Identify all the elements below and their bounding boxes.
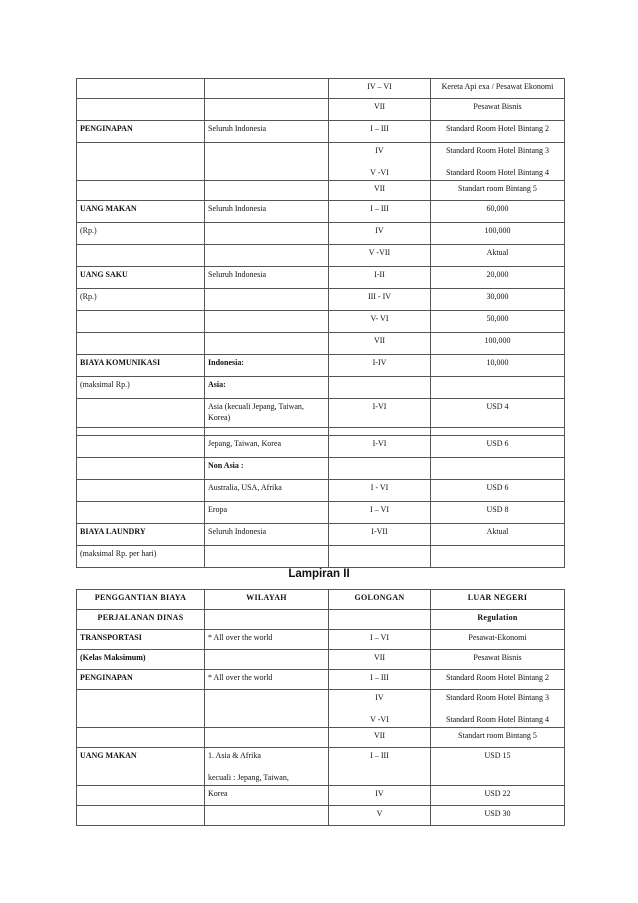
category-cell: UANG MAKAN <box>77 201 205 223</box>
table-row <box>77 143 565 181</box>
region-cell: 1. Asia & Afrika kecuali : Jepang, Taiwan, <box>205 748 329 786</box>
table-row <box>77 436 565 458</box>
value-cell: USD 30 <box>431 806 565 826</box>
header-penggantian-biaya: PENGGANTIAN BIAYA <box>77 590 205 610</box>
grade-cell: I – III <box>329 748 431 786</box>
region-cell <box>205 690 329 728</box>
table-row <box>77 728 565 748</box>
grade-cell <box>329 428 431 436</box>
header-empty <box>329 610 431 630</box>
region-cell: Seluruh Indonesia <box>205 524 329 546</box>
region-cell <box>205 728 329 748</box>
region-cell <box>205 650 329 670</box>
header-perjalanan-dinas: PERJALANAN DINAS <box>77 610 205 630</box>
region-cell <box>205 546 329 568</box>
category-cell <box>77 480 205 502</box>
table-row <box>77 79 565 99</box>
grade-cell: I – III <box>329 201 431 223</box>
table-row <box>77 480 565 502</box>
region-cell: Indonesia: <box>205 355 329 377</box>
grade-cell <box>329 377 431 399</box>
category-cell <box>77 143 205 181</box>
table-row <box>77 267 565 289</box>
grade-cell: I - VI <box>329 480 431 502</box>
category-cell <box>77 428 205 436</box>
category-cell: (Rp.) <box>77 223 205 245</box>
table-row <box>77 670 565 690</box>
grade-cell: VII <box>329 650 431 670</box>
table-row <box>77 289 565 311</box>
region-cell: Korea <box>205 786 329 806</box>
table-row <box>77 524 565 546</box>
value-cell <box>431 428 565 436</box>
table-row <box>77 786 565 806</box>
table-row <box>77 690 565 728</box>
table-row <box>77 377 565 399</box>
region-cell <box>205 806 329 826</box>
category-cell <box>77 786 205 806</box>
value-cell: USD 4 <box>431 399 565 428</box>
allowance-table-domestic <box>76 78 565 568</box>
header-wilayah: WILAYAH <box>205 590 329 610</box>
grade-cell: IV <box>329 223 431 245</box>
grade-cell: IV V -VI <box>329 143 431 181</box>
value-cell: Pesawat-Ekonomi <box>431 630 565 650</box>
value-cell: Standard Room Hotel Bintang 2 <box>431 121 565 143</box>
value-cell: Standard Room Hotel Bintang 3 Standard Room Hotel Bintang 4 <box>431 690 565 728</box>
region-cell: Eropa <box>205 502 329 524</box>
grade-cell: I-VI <box>329 436 431 458</box>
value-cell: Aktual <box>431 524 565 546</box>
grade-cell: VII <box>329 728 431 748</box>
table-row <box>77 630 565 650</box>
category-cell <box>77 79 205 99</box>
category-cell: BIAYA LAUNDRY <box>77 524 205 546</box>
region-cell <box>205 245 329 267</box>
value-cell: Standard Room Hotel Bintang 3 Standard Room Hotel Bintang 4 <box>431 143 565 181</box>
region-cell: Asia: <box>205 377 329 399</box>
region-cell: Australia, USA, Afrika <box>205 480 329 502</box>
value-cell <box>431 377 565 399</box>
grade-cell: VII <box>329 181 431 201</box>
category-cell: (maksimal Rp.) <box>77 377 205 399</box>
category-cell <box>77 502 205 524</box>
grade-cell: III - IV <box>329 289 431 311</box>
region-cell <box>205 79 329 99</box>
header-regulation: Regulation <box>431 610 565 630</box>
header-row-1 <box>77 590 565 610</box>
region-cell: * All over the world <box>205 670 329 690</box>
value-cell: Aktual <box>431 245 565 267</box>
category-cell <box>77 690 205 728</box>
value-cell: Kereta Api exa / Pesawat Ekonomi <box>431 79 565 99</box>
value-cell: USD 6 <box>431 436 565 458</box>
category-cell <box>77 181 205 201</box>
grade-cell: V -VII <box>329 245 431 267</box>
value-cell: USD 6 <box>431 480 565 502</box>
category-cell: (Rp.) <box>77 289 205 311</box>
region-cell: Seluruh Indonesia <box>205 201 329 223</box>
category-cell <box>77 99 205 121</box>
value-cell: 50,000 <box>431 311 565 333</box>
table-row <box>77 223 565 245</box>
region-cell <box>205 311 329 333</box>
region-cell <box>205 99 329 121</box>
value-cell: Pesawat Bisnis <box>431 650 565 670</box>
category-cell <box>77 458 205 480</box>
grade-cell: VII <box>329 333 431 355</box>
region-cell: Seluruh Indonesia <box>205 121 329 143</box>
value-cell <box>431 458 565 480</box>
grade-cell: I – III <box>329 670 431 690</box>
table-row <box>77 428 565 436</box>
grade-cell: IV V -VI <box>329 690 431 728</box>
table-row <box>77 181 565 201</box>
region-cell: Non Asia : <box>205 458 329 480</box>
table-row <box>77 502 565 524</box>
category-cell <box>77 333 205 355</box>
grade-cell: I – VI <box>329 502 431 524</box>
table-row <box>77 748 565 786</box>
category-cell <box>77 245 205 267</box>
grade-cell: I-IV <box>329 355 431 377</box>
value-cell: USD 8 <box>431 502 565 524</box>
table-row <box>77 546 565 568</box>
grade-cell: I-VII <box>329 524 431 546</box>
table-row <box>77 201 565 223</box>
value-cell: 30,000 <box>431 289 565 311</box>
value-cell <box>431 546 565 568</box>
region-cell: Jepang, Taiwan, Korea <box>205 436 329 458</box>
table-row <box>77 399 565 428</box>
region-cell <box>205 428 329 436</box>
table-row <box>77 121 565 143</box>
region-cell: Asia (kecuali Jepang, Taiwan, Korea) <box>205 399 329 428</box>
value-cell: Standard Room Hotel Bintang 2 <box>431 670 565 690</box>
table-row <box>77 311 565 333</box>
category-cell <box>77 728 205 748</box>
grade-cell: V- VI <box>329 311 431 333</box>
table-row <box>77 333 565 355</box>
category-cell: BIAYA KOMUNIKASI <box>77 355 205 377</box>
table-row <box>77 355 565 377</box>
region-cell: Seluruh Indonesia <box>205 267 329 289</box>
grade-cell: I-II <box>329 267 431 289</box>
value-cell: 60,000 <box>431 201 565 223</box>
allowance-table-abroad <box>76 589 565 826</box>
category-cell <box>77 311 205 333</box>
category-cell: (maksimal Rp. per hari) <box>77 546 205 568</box>
category-cell: PENGINAPAN <box>77 670 205 690</box>
table-row <box>77 806 565 826</box>
value-cell: Pesawat Bisnis <box>431 99 565 121</box>
region-cell: * All over the world <box>205 630 329 650</box>
category-cell: (Kelas Maksimum) <box>77 650 205 670</box>
grade-cell: V <box>329 806 431 826</box>
grade-cell: VII <box>329 99 431 121</box>
region-cell <box>205 181 329 201</box>
grade-cell <box>329 546 431 568</box>
category-cell: UANG SAKU <box>77 267 205 289</box>
grade-cell: I – VI <box>329 630 431 650</box>
region-cell <box>205 333 329 355</box>
region-cell <box>205 143 329 181</box>
region-cell <box>205 289 329 311</box>
table-row <box>77 458 565 480</box>
category-cell <box>77 436 205 458</box>
category-cell <box>77 806 205 826</box>
category-cell: PENGINAPAN <box>77 121 205 143</box>
header-golongan: GOLONGAN <box>329 590 431 610</box>
header-luar-negeri: LUAR NEGERI <box>431 590 565 610</box>
category-cell: UANG MAKAN <box>77 748 205 786</box>
value-cell: USD 22 <box>431 786 565 806</box>
value-cell: 100,000 <box>431 333 565 355</box>
region-cell <box>205 223 329 245</box>
header-row-2 <box>77 610 565 630</box>
table-row <box>77 245 565 267</box>
table-row <box>77 650 565 670</box>
grade-cell <box>329 458 431 480</box>
header-empty <box>205 610 329 630</box>
value-cell: 100,000 <box>431 223 565 245</box>
value-cell: Standart room Bintang 5 <box>431 181 565 201</box>
value-cell: 10,000 <box>431 355 565 377</box>
grade-cell: I-VI <box>329 399 431 428</box>
grade-cell: I – III <box>329 121 431 143</box>
table-row <box>77 99 565 121</box>
value-cell: 20,000 <box>431 267 565 289</box>
lampiran-title: Lampiran II <box>288 568 350 580</box>
category-cell <box>77 399 205 428</box>
grade-cell: IV – VI <box>329 79 431 99</box>
category-cell: TRANSPORTASI <box>77 630 205 650</box>
value-cell: Standart room Bintang 5 <box>431 728 565 748</box>
value-cell: USD 15 <box>431 748 565 786</box>
grade-cell: IV <box>329 786 431 806</box>
